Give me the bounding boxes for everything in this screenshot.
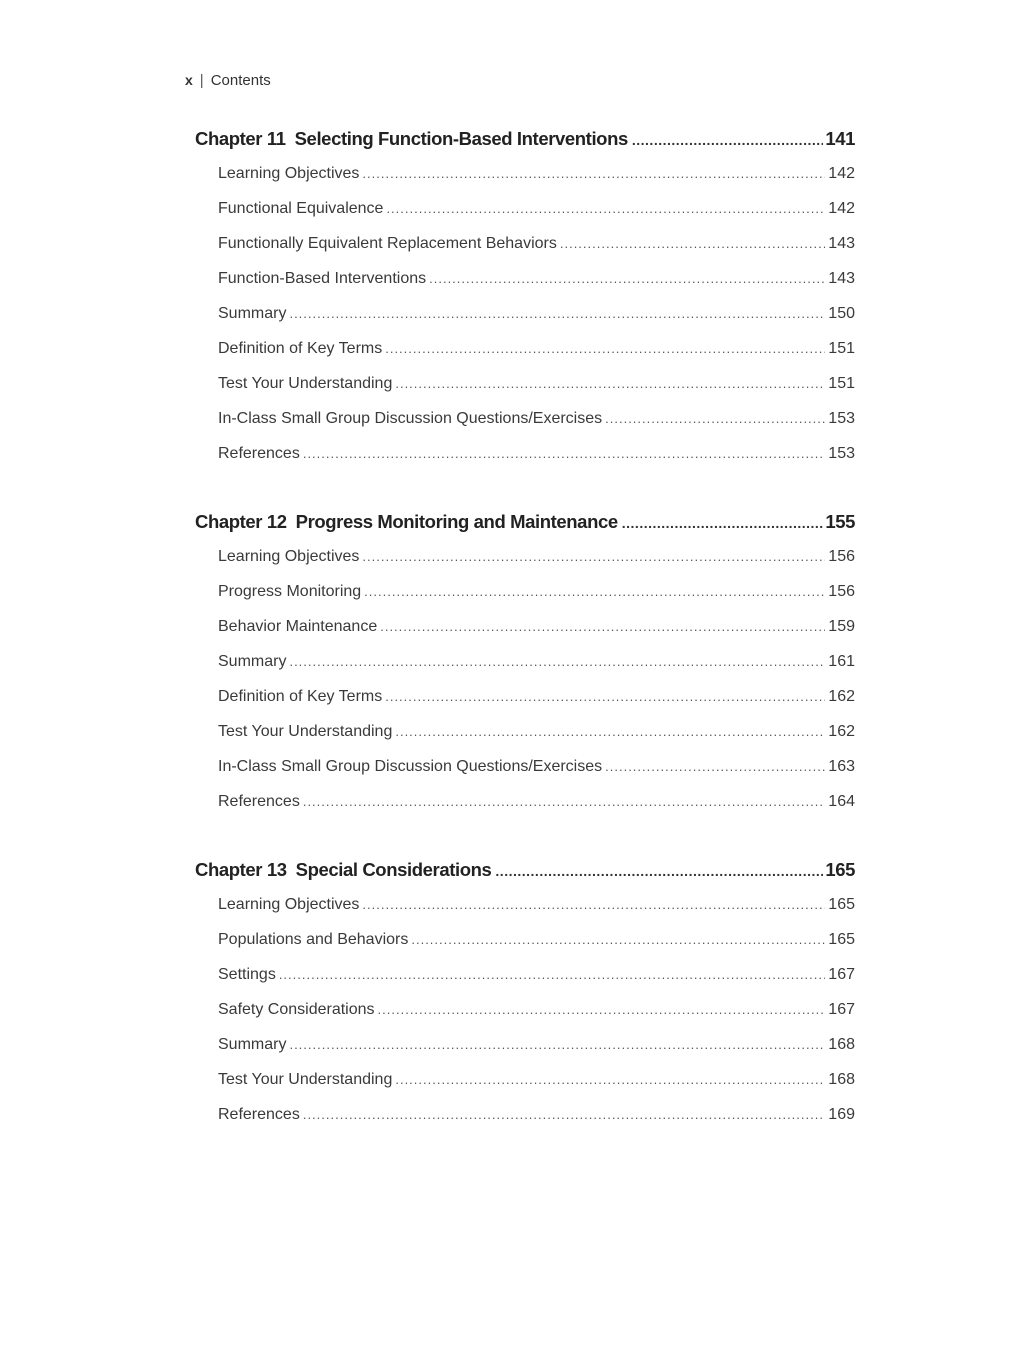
toc-entry-label: Safety Considerations [218, 1001, 375, 1018]
dot-leader [385, 686, 825, 708]
toc-entry-label: Test Your Understanding [218, 723, 393, 740]
chapter-page-number: 155 [825, 511, 855, 532]
toc-entry-page-number: 169 [828, 1106, 855, 1123]
chapter-heading-label [195, 128, 628, 150]
running-head [185, 72, 271, 89]
toc-entry-label: Definition of Key Terms [218, 340, 383, 357]
toc-entry-label: Progress Monitoring [218, 583, 362, 600]
chapter-number: Chapter 13 [195, 859, 287, 880]
chapter-heading-label [195, 511, 618, 533]
chapter-section [195, 859, 855, 1139]
dot-leader [364, 581, 825, 603]
toc-entry-label: References [218, 445, 300, 462]
toc-entry[interactable] [195, 894, 855, 929]
toc-entry[interactable] [195, 686, 855, 721]
chapter-number: Chapter 11 [195, 128, 286, 149]
dot-leader [303, 1104, 825, 1126]
dot-leader [362, 546, 825, 568]
chapter-title: Special Considerations [295, 859, 492, 880]
toc-entry[interactable] [195, 651, 855, 686]
toc-entry[interactable] [195, 233, 855, 268]
dot-leader [279, 964, 825, 986]
chapter-page-number: 165 [825, 859, 855, 880]
chapter-heading[interactable] [195, 859, 855, 889]
toc-entry-label: Definition of Key Terms [218, 688, 383, 705]
chapter-title: Selecting Function-Based Interventions [294, 128, 628, 149]
toc-entry-label: Functional Equivalence [218, 200, 384, 217]
toc-entry-page-number: 167 [828, 1001, 855, 1018]
dot-leader [380, 616, 825, 638]
toc-entry[interactable] [195, 616, 855, 651]
dot-leader [386, 198, 825, 220]
toc-entry[interactable] [195, 999, 855, 1034]
dot-leader [378, 999, 826, 1021]
chapter-section [195, 128, 855, 478]
toc-entry-page-number: 168 [828, 1071, 855, 1088]
chapter-title: Progress Monitoring and Maintenance [295, 511, 618, 532]
toc-entry[interactable] [195, 964, 855, 999]
dot-leader [395, 373, 825, 395]
toc-entry-label: Learning Objectives [218, 896, 360, 913]
toc-entry-label: Function-Based Interventions [218, 270, 427, 287]
toc-entry-label: References [218, 793, 300, 810]
dot-leader [289, 1034, 825, 1056]
dot-leader [429, 268, 825, 290]
toc-entry-page-number: 163 [828, 758, 855, 775]
toc-entry-label: In-Class Small Group Discussion Questions/Exercises [218, 758, 603, 775]
toc-entry[interactable] [195, 373, 855, 408]
toc-entry-page-number: 151 [828, 340, 855, 357]
toc-entry[interactable] [195, 163, 855, 198]
toc-entry-label: Test Your Understanding [218, 1071, 393, 1088]
toc-entry-label: Learning Objectives [218, 548, 360, 565]
toc-entry-page-number: 151 [828, 375, 855, 392]
toc-entry-label: Summary [218, 1036, 287, 1053]
toc-entry-page-number: 168 [828, 1036, 855, 1053]
toc-entry[interactable] [195, 303, 855, 338]
toc-entry-label: Functionally Equivalent Replacement Behaviors [218, 235, 557, 252]
toc-entry-label: Summary [218, 305, 287, 322]
toc-entry-label: References [218, 1106, 300, 1123]
toc-entry-label: Settings [218, 966, 276, 983]
toc-entry-page-number: 156 [828, 583, 855, 600]
toc-entry-page-number: 143 [828, 270, 855, 287]
toc-entry-page-number: 159 [828, 618, 855, 635]
toc-entry-page-number: 162 [828, 688, 855, 705]
toc-entry-page-number: 161 [828, 653, 855, 670]
table-of-contents [195, 128, 855, 1172]
toc-entry[interactable] [195, 756, 855, 791]
dot-leader [395, 1069, 825, 1091]
toc-entry-page-number: 142 [828, 165, 855, 182]
toc-entry-page-number: 142 [828, 200, 855, 217]
toc-entry[interactable] [195, 1034, 855, 1069]
toc-entry-page-number: 150 [828, 305, 855, 322]
toc-entry-page-number: 165 [828, 896, 855, 913]
toc-entry[interactable] [195, 581, 855, 616]
chapter-number: Chapter 12 [195, 511, 287, 532]
toc-entry-page-number: 153 [828, 445, 855, 462]
toc-entry-label: Test Your Understanding [218, 375, 393, 392]
dot-leader [362, 163, 825, 185]
dot-leader [303, 791, 825, 813]
toc-entry[interactable] [195, 929, 855, 964]
dot-leader [289, 303, 825, 325]
dot-leader [605, 408, 825, 430]
toc-entry[interactable] [195, 1069, 855, 1104]
toc-entry-label: Behavior Maintenance [218, 618, 378, 635]
chapter-heading[interactable] [195, 511, 855, 541]
dot-leader [385, 338, 825, 360]
toc-entry[interactable] [195, 338, 855, 373]
toc-entry-page-number: 143 [828, 235, 855, 252]
toc-entry-page-number: 153 [828, 410, 855, 427]
chapter-page-number: 141 [825, 128, 855, 149]
toc-entry[interactable] [195, 443, 855, 478]
toc-entry[interactable] [195, 1104, 855, 1139]
dot-leader [395, 721, 825, 743]
toc-entry[interactable] [195, 198, 855, 233]
toc-entry-label: Populations and Behaviors [218, 931, 409, 948]
dot-leader [605, 756, 825, 778]
header-separator: | [199, 72, 204, 89]
toc-entry-page-number: 165 [828, 931, 855, 948]
dot-leader [362, 894, 825, 916]
toc-entry[interactable] [195, 408, 855, 443]
dot-leader [289, 651, 825, 673]
toc-entry-label: Learning Objectives [218, 165, 360, 182]
toc-entry[interactable] [195, 268, 855, 303]
dot-leader [560, 233, 825, 255]
dot-leader [495, 863, 823, 879]
header-section-title: Contents [210, 72, 271, 89]
toc-entry-page-number: 156 [828, 548, 855, 565]
page-folio: x [185, 72, 193, 88]
chapter-section [195, 511, 855, 826]
dot-leader [303, 443, 825, 465]
chapter-heading-label [195, 859, 491, 881]
dot-leader [622, 515, 824, 531]
toc-entry-page-number: 167 [828, 966, 855, 983]
dot-leader [411, 929, 825, 951]
chapter-heading[interactable] [195, 128, 855, 158]
toc-entry-page-number: 164 [828, 793, 855, 810]
toc-entry[interactable] [195, 791, 855, 826]
toc-entry-label: Summary [218, 653, 287, 670]
dot-leader [632, 132, 823, 148]
toc-entry-page-number: 162 [828, 723, 855, 740]
toc-entry[interactable] [195, 721, 855, 756]
toc-entry[interactable] [195, 546, 855, 581]
toc-entry-label: In-Class Small Group Discussion Questions/Exercises [218, 410, 603, 427]
